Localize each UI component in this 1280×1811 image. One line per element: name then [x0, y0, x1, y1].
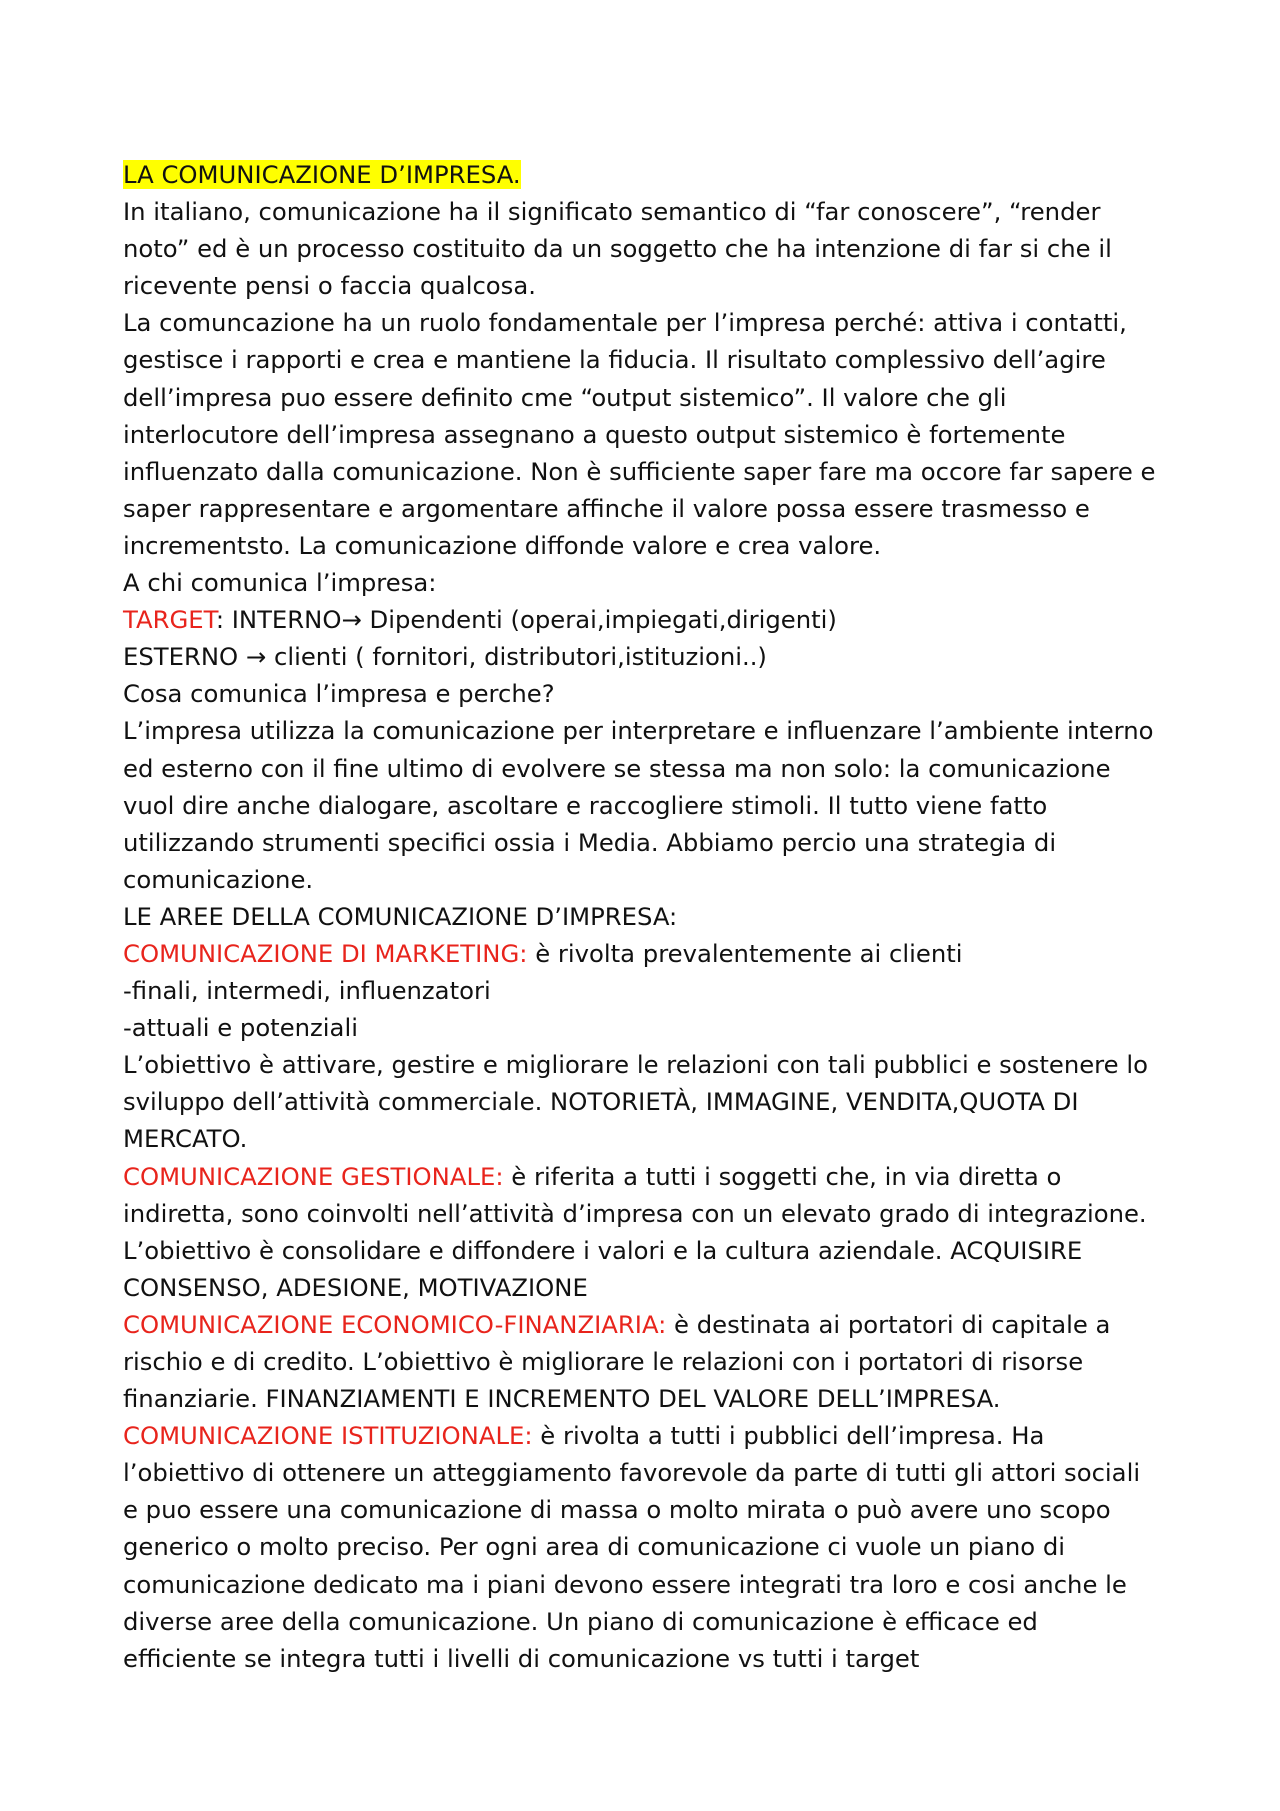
paragraph-line: influenzato dalla comunicazione. Non è sufficiente saper fare ma occore far sapere e	[123, 456, 1156, 486]
istituzionale-label: COMUNICAZIONE ISTITUZIONALE:	[123, 1421, 533, 1451]
paragraph-line: L’obiettivo è consolidare e diffondere i valori e la cultura aziendale. ACQUISIRE	[123, 1235, 1083, 1265]
gestionale-label: COMUNICAZIONE GESTIONALE:	[123, 1161, 504, 1191]
marketing-first-line	[123, 935, 1183, 972]
economico-label: COMUNICAZIONE ECONOMICO-FINANZIARIA:	[123, 1309, 667, 1339]
paragraph-line: incrementsto. La comunicazione diffonde valore e crea valore.	[123, 530, 882, 560]
paragraph-line: noto” ed è un processo costituito da un soggetto che ha intenzione di far si che il	[123, 234, 1112, 264]
document-page	[123, 156, 1183, 1677]
economico-first-text: è destinata ai portatori di capitale a	[666, 1309, 1111, 1339]
target-internal-prefix: : INTERNO	[215, 605, 342, 635]
paragraph-line: L’impresa utilizza la comunicazione per interpretare e influenzare l’ambiente interno	[123, 716, 1154, 746]
paragraph-line: comunicazione.	[123, 864, 314, 894]
target-internal-line	[123, 601, 1183, 638]
istituzionale-first-line	[123, 1417, 1183, 1454]
target-external-prefix: ESTERNO	[123, 642, 246, 672]
paragraph-line: comunicazione dedicato ma i piani devono essere integrati tra loro e cosi anche le	[123, 1569, 1127, 1599]
paragraph-line: l’obiettivo di ottenere un atteggiamento favorevole da parte di tutti gli attori sociali	[123, 1458, 1141, 1488]
title-line	[123, 156, 1183, 193]
marketing-label: COMUNICAZIONE DI MARKETING:	[123, 938, 528, 968]
gestionale-first-text: è riferita a tutti i soggetti che, in via diretta o	[503, 1161, 1062, 1191]
paragraph-line: finanziarie. FINANZIAMENTI E INCREMENTO DEL VALORE DELL’IMPRESA.	[123, 1384, 1001, 1414]
paragraph-line: interlocutore dell’impresa assegnano a questo output sistemico è fortemente	[123, 419, 1066, 449]
paragraph-line: CONSENSO, ADESIONE, MOTIVAZIONE	[123, 1272, 588, 1302]
paragraph-line: diverse aree della comunicazione. Un piano di comunicazione è efficace ed	[123, 1606, 1038, 1636]
economico-first-line	[123, 1306, 1183, 1343]
paragraph-line: indiretta, sono coinvolti nell’attività d’impresa con un elevato grado di integrazione.	[123, 1198, 1147, 1228]
paragraph-line: e puo essere una comunicazione di massa o molto mirata o può avere uno scopo	[123, 1495, 1111, 1525]
paragraph-line: Cosa comunica l’impresa e perche?	[123, 679, 555, 709]
paragraph-line: ed esterno con il fine ultimo di evolvere se stessa ma non solo: la comunicazione	[123, 753, 1111, 783]
paragraph-line: ricevente pensi o faccia qualcosa.	[123, 271, 536, 301]
paragraph-line: dell’impresa puo essere definito cme “output sistemico”. Il valore che gli	[123, 382, 1007, 412]
arrow-right-icon: →	[245, 642, 267, 672]
marketing-first-text: è rivolta prevalentemente ai clienti	[527, 938, 963, 968]
paragraph-line: La comuncazione ha un ruolo fondamentale per l’impresa perché: attiva i contatti,	[123, 308, 1127, 338]
paragraph-line: -finali, intermedi, influenzatori	[123, 976, 491, 1006]
paragraph-line: efficiente se integra tutti i livelli di comunicazione vs tutti i target	[123, 1643, 920, 1673]
paragraph-line: -attuali e potenziali	[123, 1013, 358, 1043]
arrow-right-icon: →	[341, 605, 362, 635]
paragraph-line: sviluppo dell’attività commerciale. NOTORIETÀ, IMMAGINE, VENDITA,QUOTA DI	[123, 1087, 1079, 1117]
paragraph-line: vuol dire anche dialogare, ascoltare e raccogliere stimoli. Il tutto viene fatto	[123, 790, 1048, 820]
paragraph-line: MERCATO.	[123, 1124, 248, 1154]
target-external-text: clienti ( fornitori, distributori,istituzioni..)	[266, 642, 767, 672]
paragraph-line: generico o molto preciso. Per ogni area di comunicazione ci vuole un piano di	[123, 1532, 1066, 1562]
istituzionale-first-text: è rivolta a tutti i pubblici dell’impresa. Ha	[532, 1421, 1045, 1451]
paragraph-line: A chi comunica l’impresa:	[123, 568, 437, 598]
section-heading: LE AREE DELLA COMUNICAZIONE D’IMPRESA:	[123, 901, 678, 931]
paragraph-line: gestisce i rapporti e crea e mantiene la fiducia. Il risultato complessivo dell’agire	[123, 345, 1106, 375]
target-label: TARGET	[123, 605, 216, 635]
target-internal-text: Dipendenti (operai,impiegati,dirigenti)	[361, 605, 837, 635]
gestionale-first-line	[123, 1158, 1183, 1195]
paragraph-line: rischio e di credito. L’obiettivo è migliorare le relazioni con i portatori di risorse	[123, 1347, 1084, 1376]
document-title: LA COMUNICAZIONE D’IMPRESA.	[123, 160, 521, 189]
paragraph-line: L’obiettivo è attivare, gestire e migliorare le relazioni con tali pubblici e sostenere lo	[123, 1050, 1148, 1080]
paragraph-line: saper rappresentare e argomentare affinche il valore possa essere trasmesso e	[123, 493, 1090, 523]
target-external-line	[123, 638, 1183, 675]
paragraph-line: utilizzando strumenti specifici ossia i Media. Abbiamo percio una strategia di	[123, 827, 1057, 857]
paragraph-line: In italiano, comunicazione ha il significato semantico di “far conoscere”, “render	[123, 197, 1101, 227]
